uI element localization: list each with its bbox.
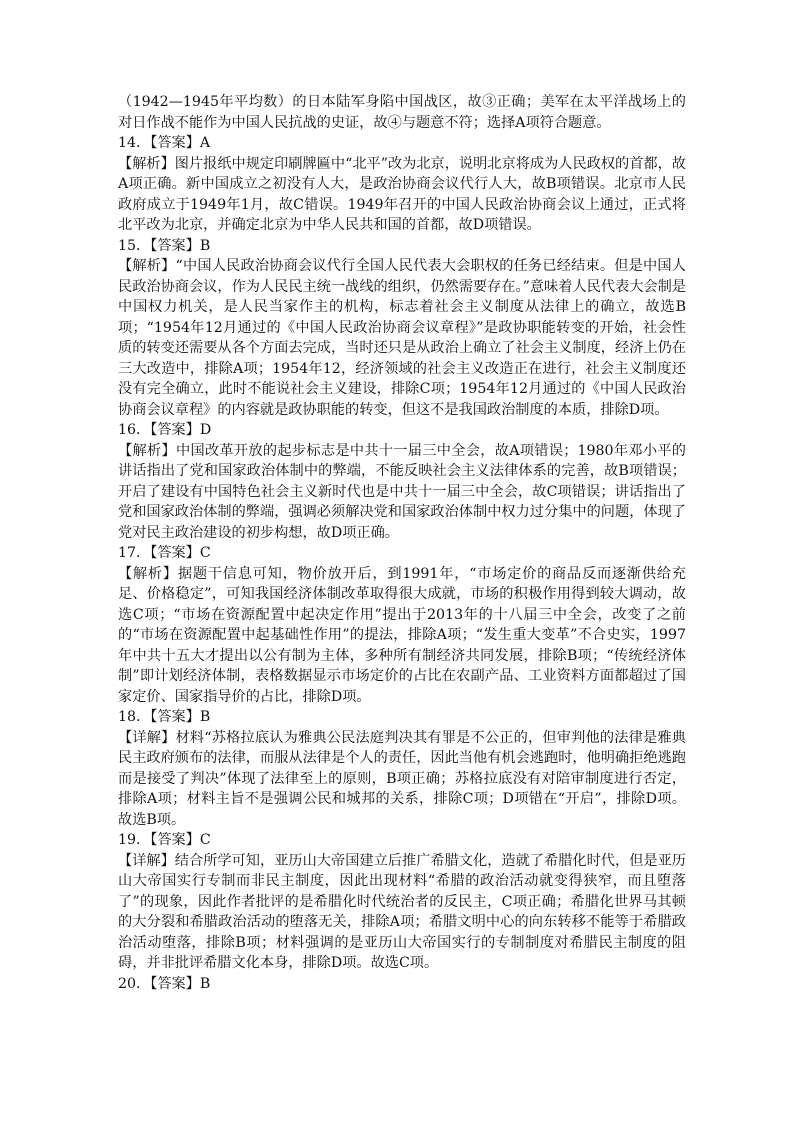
- q14-answer: 14．【答案】A: [118, 135, 211, 151]
- answer-explanation-page: [118, 92, 686, 994]
- q16-explanation: 【解析】中国改革开放的起步标志是中共十一届三中全会，故A项错误；1980年邓小平的讲话指出了党和国家政治体制中的弊端，不能反映社会主义法律体系的完善，故B项错误；开启了建设有中国特色社会主义新时代也是中共十一届三中全会，故C项错误；讲话指出了党和国家政治体制的弊端，强调必须解决党和国家政治体制中权力过分集中的问题，体现了党对民主政治建设的初步构想，故D项正确。: [118, 442, 686, 541]
- q17-explanation: 【解析】据题干信息可知，物价放开后，到1991年，“市场定价的商品反而逐渐供给充足、价格稳定”，可知我国经济体制改革取得很大成就，市场的积极作用得到较大调动，故选C项；“市场在资源配置中起决定作用”提出于2013年的十八届三中全会，改变了之前的“市场在资源配置中起基础性作用”的提法，排除A项；“发生重大变革”不合史实，1997年中共十五大才提出以公有制为主体，多种所有制经济共同发展，排除B项；“传统经济体制”即计划经济体制，表格数据显示市场定价的占比在农副产品、工业资料方面都超过了国家定价、国家指导价的占比，排除D项。: [118, 565, 686, 705]
- q20-answer: 20．【答案】B: [118, 975, 211, 992]
- q15-explanation: 【解析】“中国人民政治协商会议代行全国人民代表大会职权的任务已经结束。但是中国人民政治协商会议，作为人民民主统一战线的组织，仍然需要存在。”意味着人民代表大会制是中国权力机关，是人民当家作主的机构，标志着社会主义制度从法律上的确立，故选B项；“1954年12月通过的《中国人民政治协商会议章程》”是政协职能转变的开始，社会性质的转变还需要从各个方面去完成，当时还只是从政治上确立了社会主义制度，经济上仍在三大改造中，排除A项；1954年12，经济领域的社会主义改造正在进行，社会主义制度还没有完全确立，此时不能说社会主义建设，排除C项；1954年12月通过的《中国人民政治协商会议章程》的内容就是政协职能的转变，但这不是我国政治制度的本质，排除D项。: [118, 258, 686, 418]
- q15-answer: 15．【答案】B: [118, 237, 211, 254]
- q18-explanation: 【详解】材料“苏格拉底认为雅典公民法庭判决其有罪是不公正的，但审判他的法律是雅典民主政府颁布的法律，而服从法律是个人的责任，因此当他有机会逃跑时，他明确拒绝逃跑而是接受了判决”体现了法律至上的原则，B项正确；苏格拉底没有对陪审制度进行否定，排除A项；材料主旨不是强调公民和城邦的关系，排除C项；D项错在“开启”，排除D项。故选B项。: [118, 729, 686, 828]
- q18-answer: 18．【答案】B: [118, 709, 211, 725]
- q14-explanation: 【解析】图片报纸中规定印刷牌匾中“北平”改为北京，说明北京将成为人民政权的首都，故A项正确。新中国成立之初没有人大，是政治协商会议代行人大，故B项错误。北京市人民政府成立于1949年1月，故C错误。1949年召开的中国人民政治协商会议上通过，正式将北平改为北京，并确定北京为中华人民共和国的首都，故D项错误。: [118, 155, 686, 233]
- q16-answer: 16．【答案】D: [118, 422, 212, 438]
- q17-answer: 17．【答案】C: [118, 545, 211, 561]
- q13-explanation-continued: （1942—1945年平均数）的日本陆军身陷中国战区，故③正确；美军在太平洋战场上的对日作战不能作为中国人民抗战的史证，故④与题意不符；选择A项符合题意。: [118, 94, 686, 131]
- q19-explanation: 【详解】结合所学可知，亚历山大帝国建立后推广希腊文化，造就了希腊化时代，但是亚历山大帝国实行专制而非民主制度，因此出现材料“希腊的政治活动就变得狭窄，而且堕落了”的现象，因此作者批评的是希腊化时代统治者的反民主，C项正确；希腊化世界马其顿的大分裂和希腊政治活动的堕落无关，排除A项；希腊文明中心的向东转移不能等于希腊政治活动堕落，排除B项；材料强调的是亚历山大帝国实行的专制制度对希腊民主制度的阻碍，并非批评希腊文化本身，排除D项。故选C项。: [118, 852, 686, 971]
- q19-answer: 19．【答案】C: [118, 832, 211, 848]
